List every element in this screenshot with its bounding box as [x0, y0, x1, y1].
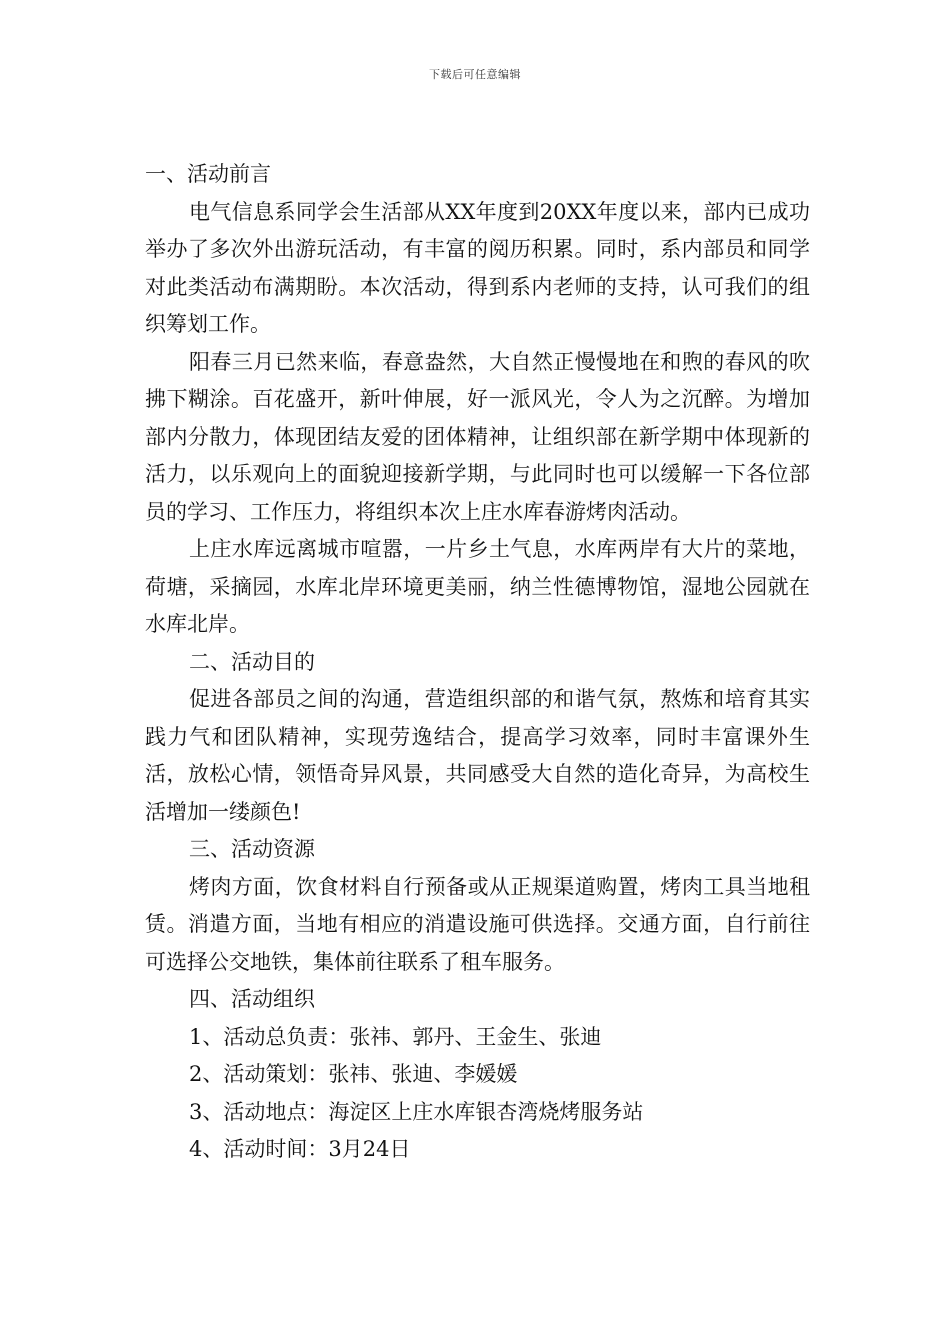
list-item: 4、活动时间：3月24日 — [189, 1137, 411, 1161]
section-1-paragraph-3: 上庄水库远离城市喧嚣，一片乡土气息，水库两岸有大片的菜地，荷塘，采摘园，水库北岸环境更美丽，纳兰性德博物馆，湿地公园就在水库北岸。 — [145, 537, 810, 636]
document-body — [145, 156, 810, 1169]
list-item: 2、活动策划：张祎、张迪、李媛媛 — [189, 1062, 518, 1086]
section-2-title: 二、活动目的 — [189, 649, 315, 674]
list-item: 3、活动地点：海淀区上庄水库银杏湾烧烤服务站 — [189, 1099, 644, 1124]
section-1-paragraph-1: 电气信息系同学会生活部从XX年度到20XX年度以来，部内已成功举办了多次外出游玩活动，有丰富的阅历积累。同时，系内部员和同学对此类活动布满期盼。本次活动，得到系内老师的支持，认可我们的组织筹划工作。 — [145, 199, 810, 336]
page-header: 下载后可任意编辑 — [429, 68, 521, 81]
section-3-paragraph-1: 烤肉方面，饮食材料自行预备或从正规渠道购置，烤肉工具当地租赁。消遣方面，当地有相应的消遣设施可供选择。交通方面，自行前往可选择公交地铁，集体前往联系了租车服务。 — [145, 874, 810, 974]
section-2-paragraph-1: 促进各部员之间的沟通，营造组织部的和谐气氛，熬炼和培育其实践力气和团队精神，实现劳逸结合，提高学习效率，同时丰富课外生活，放松心情，领悟奇异风景，共同感受大自然的造化奇异，为高校生活增加一缕颜色! — [145, 687, 810, 824]
section-1-paragraph-2: 阳春三月已然来临，春意盎然，大自然正慢慢地在和煦的春风的吹拂下糊涂。百花盛开，新叶伸展，好一派风光，令人为之沉醉。为增加部内分散力，体现团结友爱的团体精神，让组织部在新学期中体现新的活力，以乐观向上的面貌迎接新学期，与此同时也可以缓解一下各位部员的学习、工作压力，将组织本次上庄水库春游烤肉活动。 — [145, 349, 810, 524]
section-3-title: 三、活动资源 — [189, 837, 315, 861]
list-item: 1、活动总负责：张祎、郭丹、王金生、张迪 — [189, 1024, 602, 1049]
section-4-title: 四、活动组织 — [189, 987, 315, 1011]
section-1-title: 一、活动前言 — [145, 162, 271, 186]
